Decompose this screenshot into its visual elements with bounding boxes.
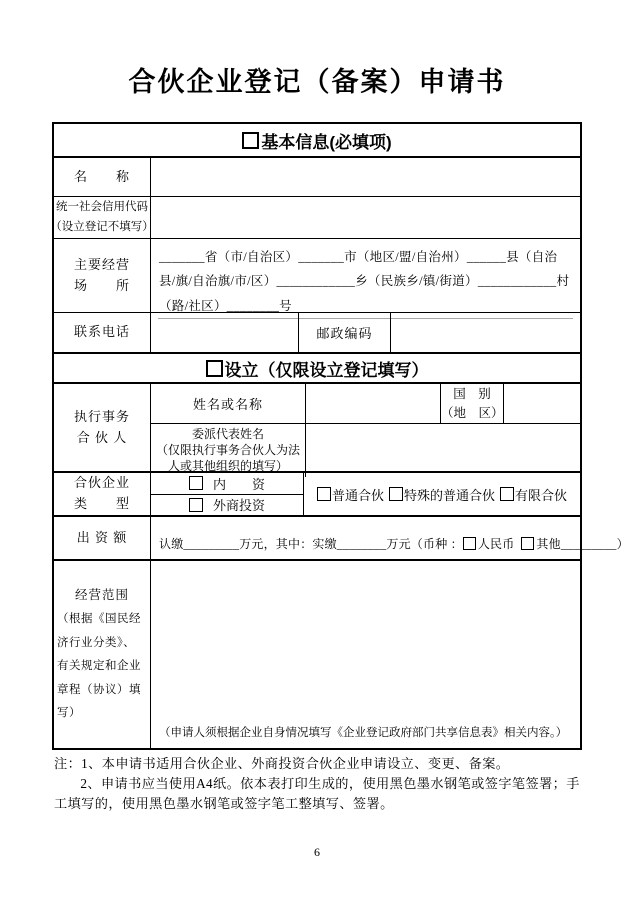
premises-input-area[interactable] xyxy=(151,239,580,312)
section-header-basic-info-label: 基本信息(必填项) xyxy=(261,132,392,152)
partner-name-subrow xyxy=(151,384,580,424)
delegate-label xyxy=(151,424,306,477)
delegate-label-line2: （仅限执行事务合伙人为法人或其他组织的填写） xyxy=(155,443,300,474)
page-number: 6 xyxy=(314,845,320,859)
capital-text-part1: 认缴_________万元，其中：实缴________万元（币种 ： xyxy=(159,536,463,551)
partnership-type-options xyxy=(304,473,580,515)
capital-type-foreign xyxy=(151,495,303,516)
managing-partner-label-line1: 执行事务 xyxy=(73,408,130,424)
foreign-investment-label: 外商投资 xyxy=(212,498,265,514)
capital-type-column xyxy=(151,473,304,515)
business-scope-label-line2: （根据《国民经济行业分类》、有关规定和企业章程（协议）填写） xyxy=(57,613,141,720)
enterprise-type-row xyxy=(54,473,580,517)
managing-partner-label-line2: 合 伙 人 xyxy=(76,429,128,445)
business-scope-row xyxy=(54,561,580,748)
rmb-label: 人民币 xyxy=(477,536,515,551)
phone-postal-row xyxy=(54,313,580,354)
premises-label xyxy=(54,239,151,312)
footnotes xyxy=(54,754,580,813)
premises-row xyxy=(54,239,580,313)
phone-input-cell[interactable] xyxy=(151,313,299,352)
special-general-partnership-option xyxy=(389,485,495,504)
business-scope-input-area[interactable] xyxy=(151,561,580,748)
postal-input-cell[interactable] xyxy=(391,313,580,352)
delegate-input-cell[interactable] xyxy=(306,424,580,477)
enterprise-type-label xyxy=(54,473,151,515)
establishment-checkbox-icon[interactable] xyxy=(206,360,223,377)
name-label: 名 称 xyxy=(54,158,151,196)
postal-label: 邮政编码 xyxy=(299,313,391,352)
premises-template-text: _______省（市/自治区）_______市（地区/盟/自治州）______县（自治县/旗/自治旗/市/区）____________乡（民族乡/镇/街道）____________村（路/社区）________号 xyxy=(159,250,570,313)
business-scope-note: （申请人须根据企业自身情况填写《企业登记政府部门共享信息表》相关内容。） xyxy=(159,727,568,739)
country-label-line2: （地 区） xyxy=(441,405,504,420)
managing-partner-row xyxy=(54,384,580,473)
name-row xyxy=(54,158,580,197)
domestic-checkbox-icon[interactable] xyxy=(189,476,203,490)
premises-label-line1: 主要经营 xyxy=(73,256,130,272)
section-header-establishment xyxy=(54,354,580,384)
capital-type-domestic xyxy=(151,473,303,495)
other-currency-text: 其他_________） xyxy=(536,536,629,551)
partner-name-label: 姓名或名称 xyxy=(151,384,306,423)
enterprise-type-label-line1: 合伙企业 xyxy=(73,475,130,491)
credit-code-input-cell[interactable] xyxy=(151,197,580,238)
special-general-partnership-checkbox-icon[interactable] xyxy=(389,487,403,501)
application-form-table xyxy=(50,122,629,750)
name-input-cell[interactable] xyxy=(151,158,580,196)
page-title: 合伙企业登记（备案）申请书 xyxy=(128,67,506,97)
general-partnership-label: 普通合伙 xyxy=(332,487,385,503)
limited-partnership-checkbox-icon[interactable] xyxy=(500,487,514,501)
country-input-cell[interactable] xyxy=(504,384,580,423)
general-partnership-checkbox-icon[interactable] xyxy=(317,487,331,501)
premises-label-line2: 场 所 xyxy=(73,277,130,293)
special-general-partnership-label: 特殊的普通合伙 xyxy=(403,487,495,503)
credit-code-label xyxy=(50,197,154,238)
phone-label: 联系电话 xyxy=(54,313,151,352)
section-header-establishment-label: 设立（仅限设立登记填写） xyxy=(224,360,429,380)
rmb-checkbox-icon[interactable] xyxy=(463,537,476,550)
other-currency-checkbox-icon[interactable] xyxy=(521,537,534,550)
credit-code-label-line1: 统一社会信用代码 xyxy=(56,200,148,213)
enterprise-type-label-line2: 类 型 xyxy=(73,496,130,511)
partner-name-input-cell[interactable] xyxy=(306,384,441,423)
limited-partnership-label: 有限合伙 xyxy=(514,487,567,503)
general-partnership-option xyxy=(317,485,384,504)
country-label-line1: 国 别 xyxy=(453,386,491,401)
delegate-subrow xyxy=(151,424,580,477)
capital-input-line[interactable] xyxy=(151,517,629,559)
managing-partner-subrows xyxy=(151,384,580,474)
business-scope-label xyxy=(54,561,151,748)
credit-code-label-line2: （设立登记不填写） xyxy=(50,220,154,233)
credit-code-row xyxy=(50,197,580,239)
note-line-1: 注：1、本申请书适用合伙企业、外商投资合伙企业申请设立、变更、备案。 xyxy=(54,756,510,771)
country-label xyxy=(441,384,504,423)
business-scope-label-line1: 经营范围 xyxy=(74,588,129,603)
delegate-label-line1: 委派代表姓名 xyxy=(191,427,264,441)
basic-info-checkbox-icon[interactable] xyxy=(242,132,259,149)
foreign-investment-checkbox-icon[interactable] xyxy=(189,498,203,512)
domestic-label: 内 资 xyxy=(212,476,265,492)
note-line-2: 2、申请书应当使用A4纸。依本表打印生成的，使用黑色墨水钢笔或签字笔签署；手工填写的，使用黑色墨水钢笔或签字笔工整填写、签署。 xyxy=(54,775,580,811)
limited-partnership-option xyxy=(500,485,567,504)
managing-partner-label xyxy=(54,384,151,471)
section-header-basic-info xyxy=(54,124,580,158)
capital-label: 出 资 额 xyxy=(54,517,151,559)
capital-row xyxy=(54,517,629,561)
